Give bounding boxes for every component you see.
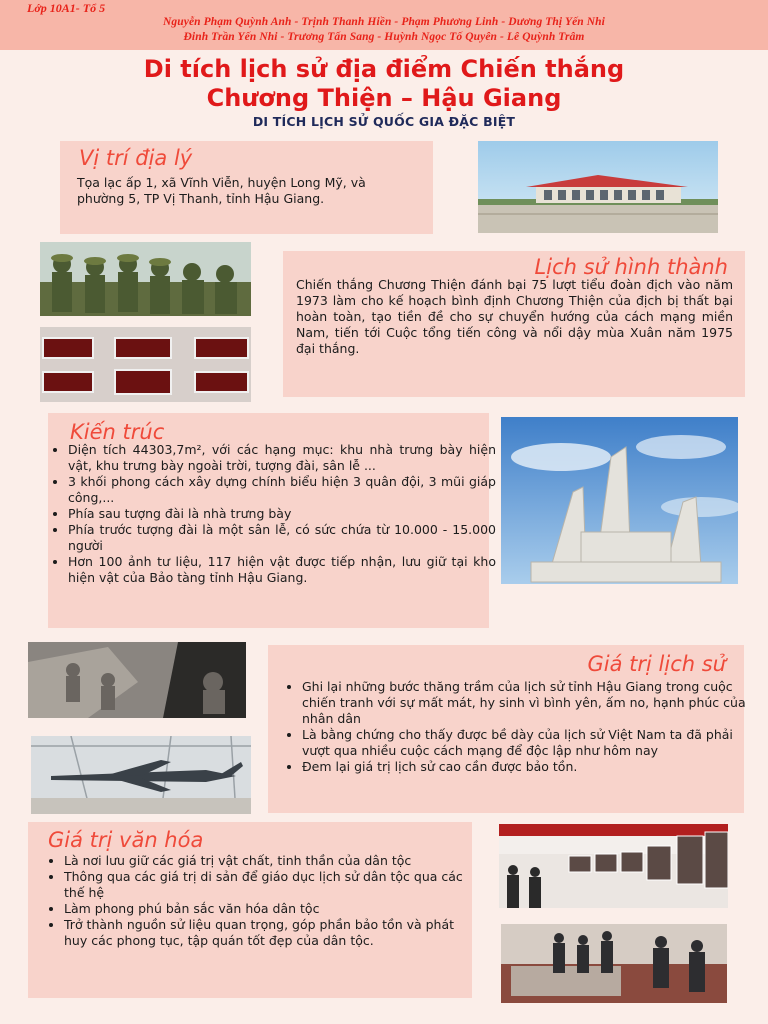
page-title-line-1: Di tích lịch sử địa điểm Chiến thắng xyxy=(143,55,625,83)
cultural-value-box xyxy=(28,822,472,998)
architecture-item: • Diện tích 44303,7m², với các hạng mục: khu nhà trưng bày hiện vật, khu trưng bày ngoài trời, tượng đài, sân lễ ... xyxy=(68,442,496,474)
visitors-photo xyxy=(501,924,727,1003)
exhibition-hall-photo xyxy=(499,824,728,908)
location-box xyxy=(60,141,433,234)
soldiers-photo xyxy=(40,242,251,316)
historical-value-box xyxy=(268,645,744,813)
historical-value-item: • Ghi lại những bước thăng trầm của lịch sử tỉnh Hậu Giang trong cuộc chiến tranh với sự mất mát, hy sinh vì bình yên, ấm no, hạnh phúc của nhân dân xyxy=(302,679,747,727)
historical-value-item: • Đem lại giá trị lịch sử cao cần được bảo tồn. xyxy=(302,759,747,775)
architecture-item: • 3 khối phong cách xây dựng chính biểu hiện 3 quân đội, 3 mũi giáp công,... xyxy=(68,474,496,506)
architecture-item: • Phía trước tượng đài là một sân lễ, có sức chứa từ 10.000 - 15.000 người xyxy=(68,522,496,554)
architecture-item: • Phía sau tượng đài là nhà trưng bày xyxy=(68,506,496,522)
cultural-value-item: • Trở thành nguồn sử liệu quan trọng, góp phần bảo tồn và phát huy các phong tục, tập quán tốt đẹp của dân tộc. xyxy=(64,917,470,949)
authors-line-2: Đinh Trần Yến Nhi - Trương Tấn Sang - Huỳnh Ngọc Tố Quyên - Lê Quỳnh Trâm xyxy=(183,31,585,43)
class-label: Lớp 10A1- Tổ 5 xyxy=(27,1,106,15)
history-text: Chiến thắng Chương Thiện đánh bại 75 lượt tiểu đoàn địch vào năm 1973 làm cho kế hoạch bình định Chương Thiện của địch bị thất bại hoàn toàn, tạo tiền đề cho sự chuyển hướng của cách mạng miền Nam, tiến tới Cuộc tổng tiến công và nổi dậy mùa Xuân năm 1975 đại thắng. xyxy=(296,277,733,356)
monument-photo xyxy=(501,417,738,584)
architecture-item: • Hơn 100 ảnh tư liệu, 117 hiện vật được tiếp nhận, lưu giữ tại kho hiện vật của Bảo tàng tỉnh Hậu Giang. xyxy=(68,554,496,586)
location-heading: Vị trí địa lý xyxy=(79,146,193,170)
authors-line-1: Nguyễn Phạm Quỳnh Anh - Trịnh Thanh Hiền - Phạm Phương Linh - Dương Thị Yến Nhi xyxy=(163,16,605,28)
history-heading: Lịch sử hình thành xyxy=(534,255,728,279)
cultural-value-item: • Thông qua các giá trị di sản để giáo dục lịch sử dân tộc qua các thế hệ xyxy=(64,869,470,901)
location-text: Tọa lạc ấp 1, xã Vĩnh Viễn, huyện Long Mỹ, và phường 5, TP Vị Thanh, tỉnh Hậu Giang. xyxy=(77,175,366,206)
cultural-value-item: • Là nơi lưu giữ các giá trị vật chất, tinh thần của dân tộc xyxy=(64,853,470,869)
war-relief-photo xyxy=(28,642,246,718)
page-subtitle: DI TÍCH LỊCH SỬ QUỐC GIA ĐẶC BIỆT xyxy=(252,114,516,129)
historical-value-item: • Là bằng chứng cho thấy được bề dày của lịch sử Việt Nam ta đã phải vượt qua nhiều cuộc cách mạng để độc lập như hôm nay xyxy=(302,727,747,759)
page-title-line-2: Chương Thiện – Hậu Giang xyxy=(206,84,562,112)
cultural-value-heading: Giá trị văn hóa xyxy=(48,828,204,852)
historical-value-list xyxy=(286,679,747,775)
historical-value-heading: Giá trị lịch sử xyxy=(587,652,726,676)
cultural-value-list xyxy=(48,853,470,949)
architecture-heading: Kiến trúc xyxy=(70,420,165,444)
history-box xyxy=(283,251,745,397)
architecture-box xyxy=(48,413,496,628)
cultural-value-item: • Làm phong phú bản sắc văn hóa dân tộc xyxy=(64,901,470,917)
aircraft-photo xyxy=(31,736,251,814)
gallery-frames-photo xyxy=(40,327,251,402)
museum-building-photo xyxy=(478,141,718,233)
architecture-list xyxy=(52,442,496,586)
